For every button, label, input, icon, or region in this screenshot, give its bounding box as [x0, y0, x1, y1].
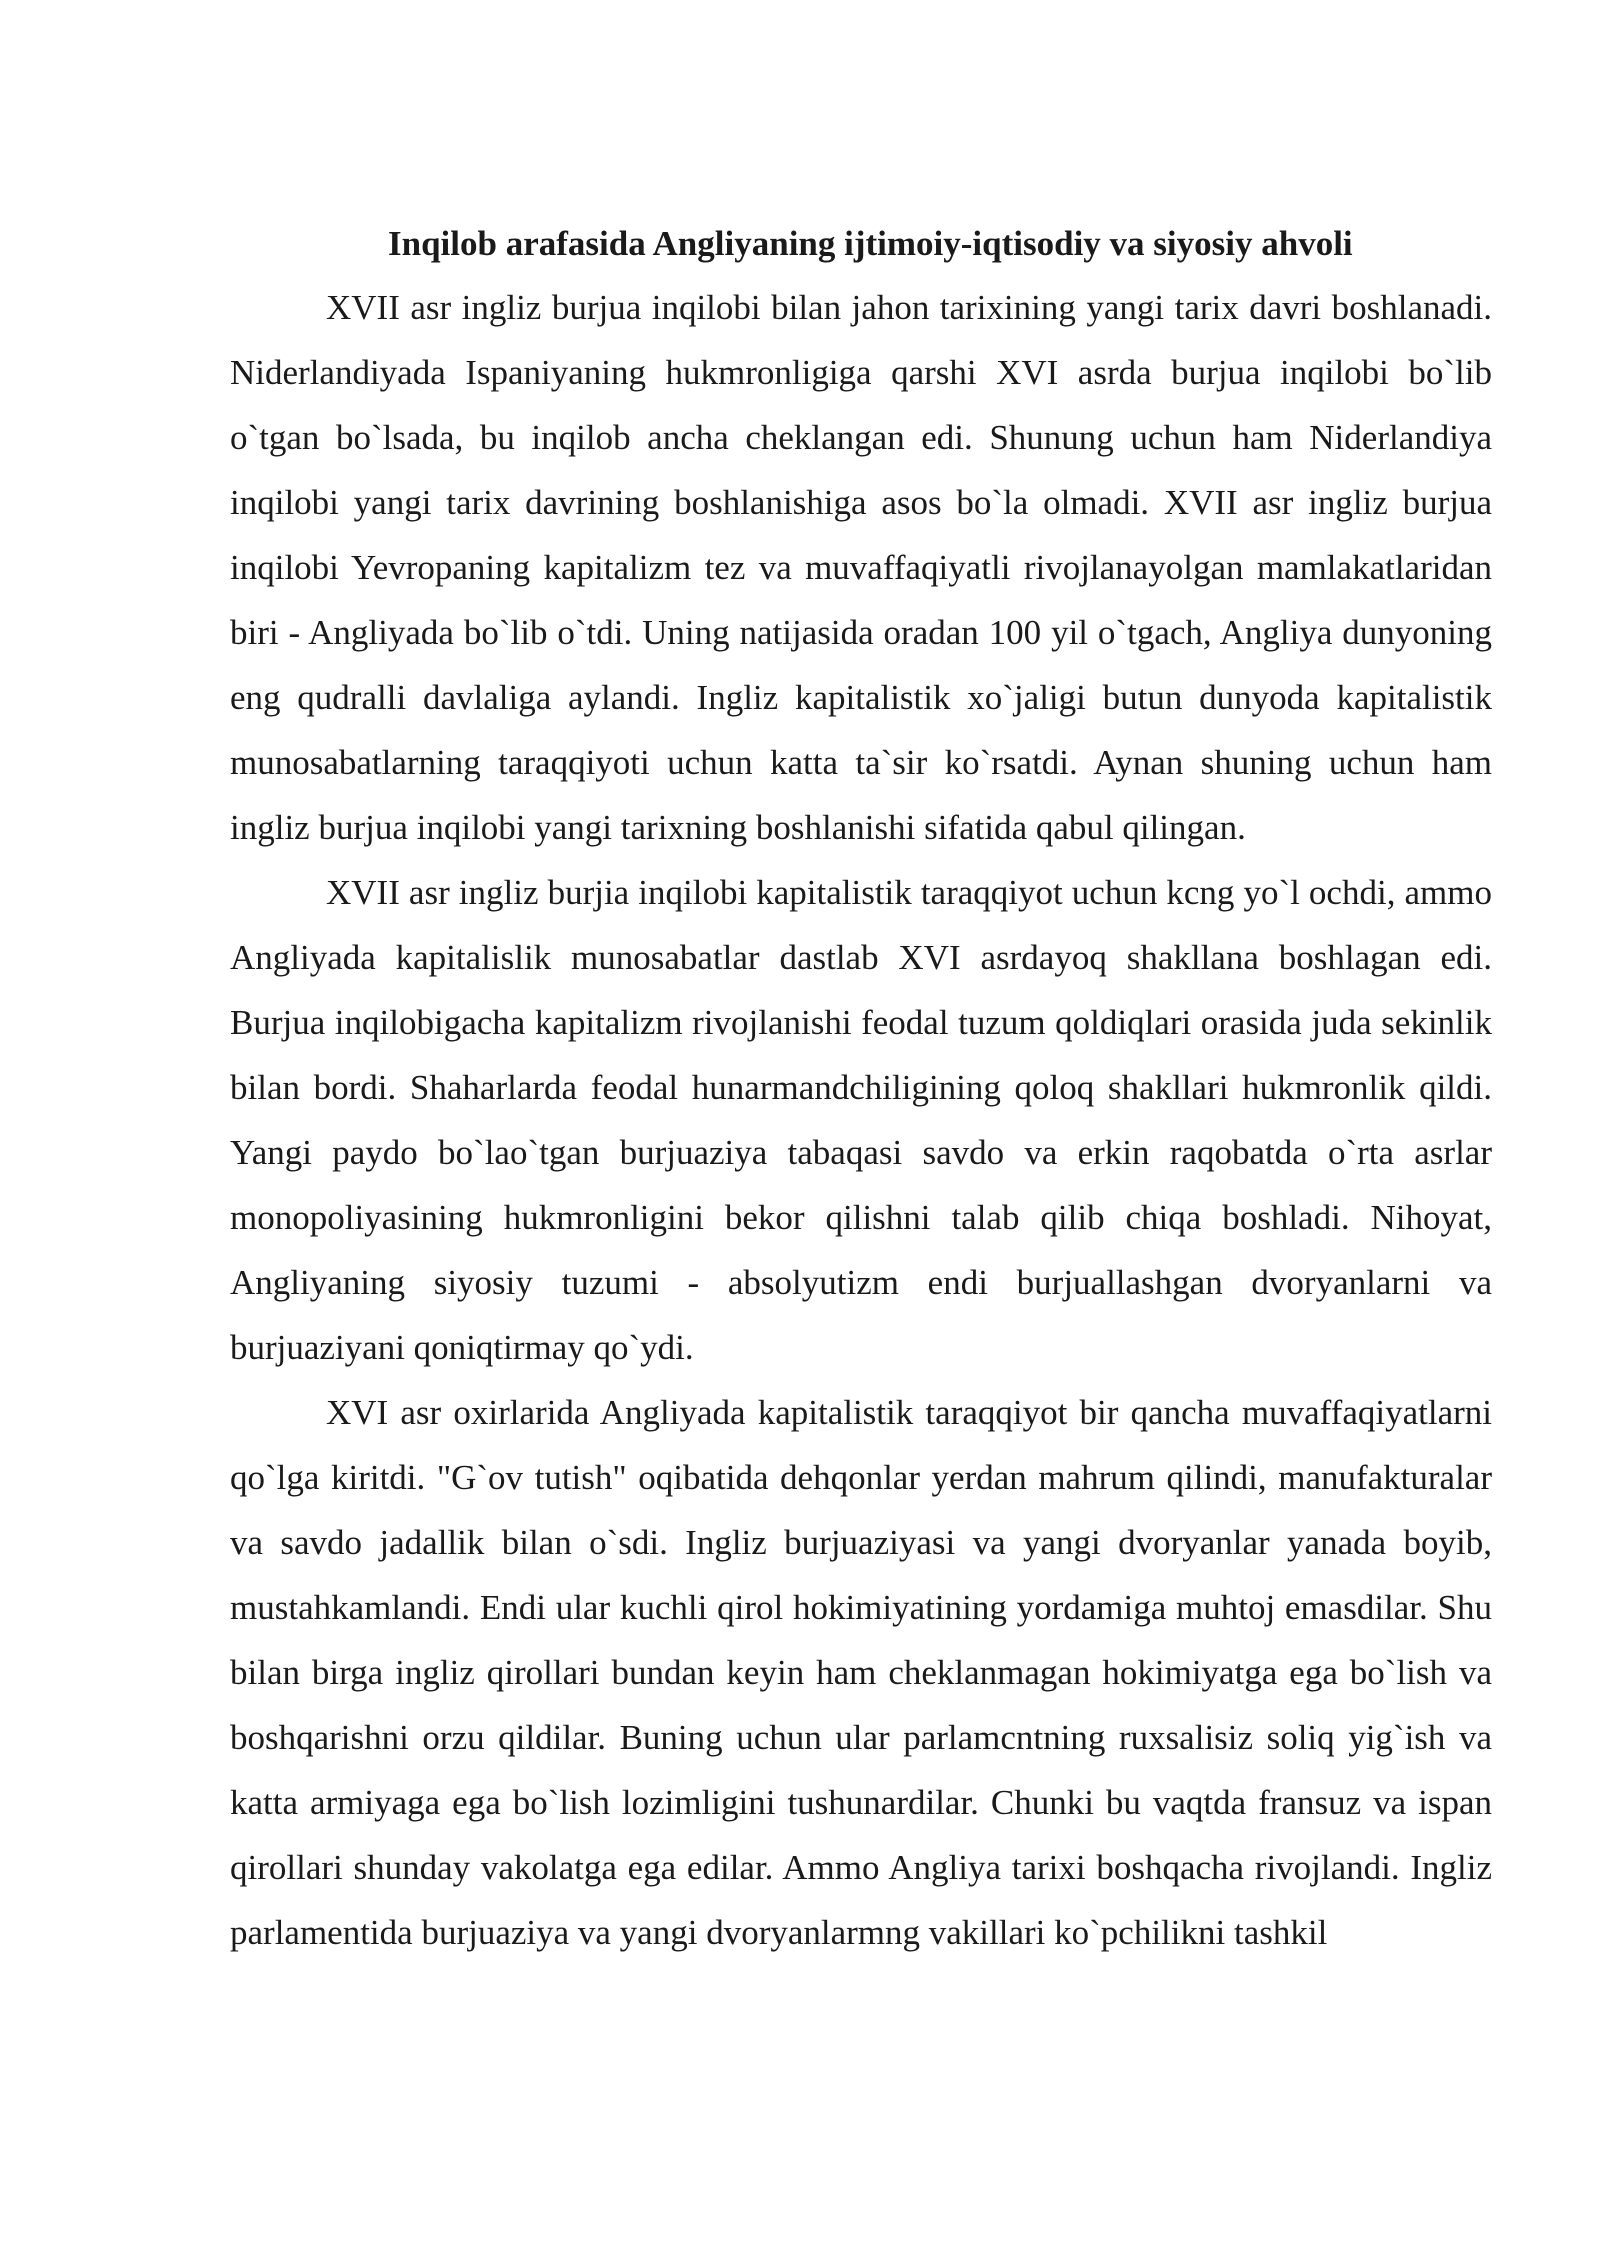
- document-page: [230, 213, 1492, 1965]
- document-title: Inqilob arafasida Angliyaning ijtimoiy-iqtisodiy va siyosiy ahvoli: [388, 224, 1353, 263]
- paragraph-1: XVII asr ingliz burjua inqilobi bilan jahon tarixining yangi tarix davri boshlanadi. Niderlandiyada Ispaniyaning hukmronligiga qarshi XVI asrda burjua inqilobi bo`lib o`tgan bo`lsada, bu inqilob ancha cheklangan edi. Shunung uchun ham Niderlandiya inqilobi yangi tarix davrining boshlanishiga asos bo`la olmadi. XVII asr ingliz burjua inqilobi Yevropaning kapitalizm tez va muvaffaqiyatli rivojlanayolgan mamlakatlaridan biri - Angliyada bo`lib o`tdi. Uning natijasida oradan 100 yil o`tgach, Angliya dunyoning eng qudralli davlaliga aylandi. Ingliz kapitalistik xo`jaligi butun dunyoda kapitalistik munosabatlarning taraqqiyoti uchun katta ta`sir ko`rsatdi. Aynan shuning uchun ham ingliz burjua inqilobi yangi tarixning boshlanishi sifatida qabul qilingan.: [230, 288, 1492, 847]
- paragraph-3: XVI asr oxirlarida Angliyada kapitalistik taraqqiyot bir qancha muvaffaqiyatlarni qo`lga kiritdi. "G`ov tutish" oqibatida dehqonlar yerdan mahrum qilindi, manufakturalar va savdo jadallik bilan o`sdi. Ingliz burjuaziyasi va yangi dvoryanlar yanada boyib, mustahkamlandi. Endi ular kuchli qirol hokimiyatining yordamiga muhtoj emasdilar. Shu bilan birga ingliz qirollari bundan keyin ham cheklanmagan hokimiyatga ega bo`lish va boshqarishni orzu qildilar. Buning uchun ular parlamcntning ruxsalisiz soliq yig`ish va katta armiyaga ega bo`lish lozimligini tushunardilar. Chunki bu vaqtda fransuz va ispan qirollari shunday vakolatga ega edilar. Ammo Angliya tarixi boshqacha rivojlandi. Ingliz parlamentida burjuaziya va yangi dvoryanlarmng vakillari ko`pchilikni tashkil: [230, 1393, 1492, 1952]
- paragraph-2: XVII asr ingliz burjia inqilobi kapitalistik taraqqiyot uchun kcng yo`l ochdi, ammo Angliyada kapitalislik munosabatlar dastlab XVI asrdayoq shakllana boshlagan edi. Burjua inqilobigacha kapitalizm rivojlanishi feodal tuzum qoldiqlari orasida juda sekinlik bilan bordi. Shaharlarda feodal hunarmandchiligining qoloq shakllari hukmronlik qildi. Yangi paydo bo`lao`tgan burjuaziya tabaqasi savdo va erkin raqobatda o`rta asrlar monopoliyasining hukmronligini bekor qilishni talab qilib chiqa boshladi. Nihoyat, Angliyaning siyosiy tuzumi - absolyutizm endi burjuallashgan dvoryanlarni va burjuaziyani qoniqtirmay qo`ydi.: [230, 873, 1492, 1367]
